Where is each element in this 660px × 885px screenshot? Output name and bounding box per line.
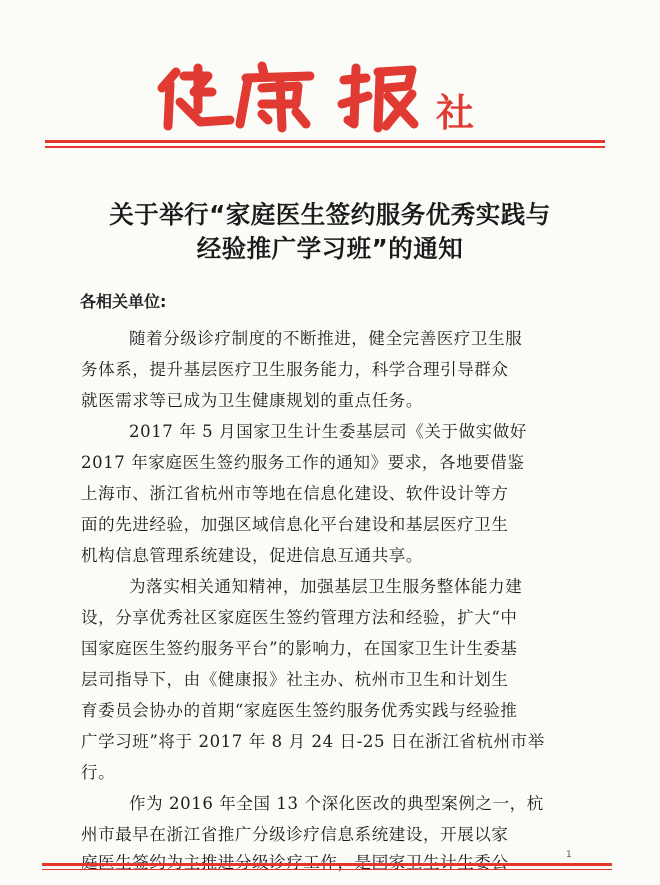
body-line: 育委员会协办的首期“家庭医生签约服务优秀实践与经验推: [81, 701, 518, 720]
body-line: 随着分级诊疗制度的不断推进，健全完善医疗卫生服: [129, 329, 523, 348]
footer-rule-thick: [42, 863, 612, 866]
document-title-line1: 关于举行“家庭医生签约服务优秀实践与: [109, 200, 551, 229]
body-line: 务体系，提升基层医疗卫生服务能力，科学合理引导群众: [81, 360, 509, 379]
header-rule-thin: [45, 146, 605, 148]
masthead-logo: [150, 58, 440, 136]
body-line: 2017 年 5 月国家卫生计生委基层司《关于做实做好: [129, 422, 527, 441]
footer-rule-thin: [42, 869, 612, 870]
page-number: 1: [566, 850, 572, 860]
body-line: 行。: [81, 763, 116, 782]
header-rule-thick: [45, 140, 605, 143]
body-line: 2017 年家庭医生签约服务工作的通知》要求，各地要借鉴: [81, 453, 525, 472]
body-line: 作为 2016 年全国 13 个深化医改的典型案例之一，杭: [129, 794, 544, 813]
body-line: 就医需求等已成为卫生健康规划的重点任务。: [81, 391, 423, 410]
body-line: 机构信息管理系统建设，促进信息互通共享。: [81, 546, 423, 565]
body-line: 州市最早在浙江省推广分级诊疗信息系统建设，开展以家: [81, 825, 509, 844]
body-line: 层司指导下，由《健康报》社主办、杭州市卫生和计划生: [81, 670, 509, 689]
body-line: 广学习班”将于 2017 年 8 月 24 日-25 日在浙江省杭州市举: [81, 732, 545, 751]
body-line: 为落实相关通知精神，加强基层卫生服务整体能力建: [129, 577, 523, 596]
document-title-line2: 经验推广学习班”的通知: [196, 234, 464, 263]
body-line: 设，分享优秀社区家庭医生签约管理方法和经验，扩大“中: [81, 608, 518, 627]
body-line: 上海市、浙江省杭州市等地在信息化建设、软件设计等方: [81, 484, 509, 503]
masthead: [150, 58, 530, 136]
salutation: 各相关单位:: [80, 292, 167, 311]
masthead-suffix: 社: [436, 91, 477, 135]
body-line: 面的先进经验，加强区域信息化平台建设和基层医疗卫生: [81, 515, 509, 534]
body-line: 国家庭医生签约服务平台”的影响力，在国家卫生计生委基: [81, 639, 518, 658]
